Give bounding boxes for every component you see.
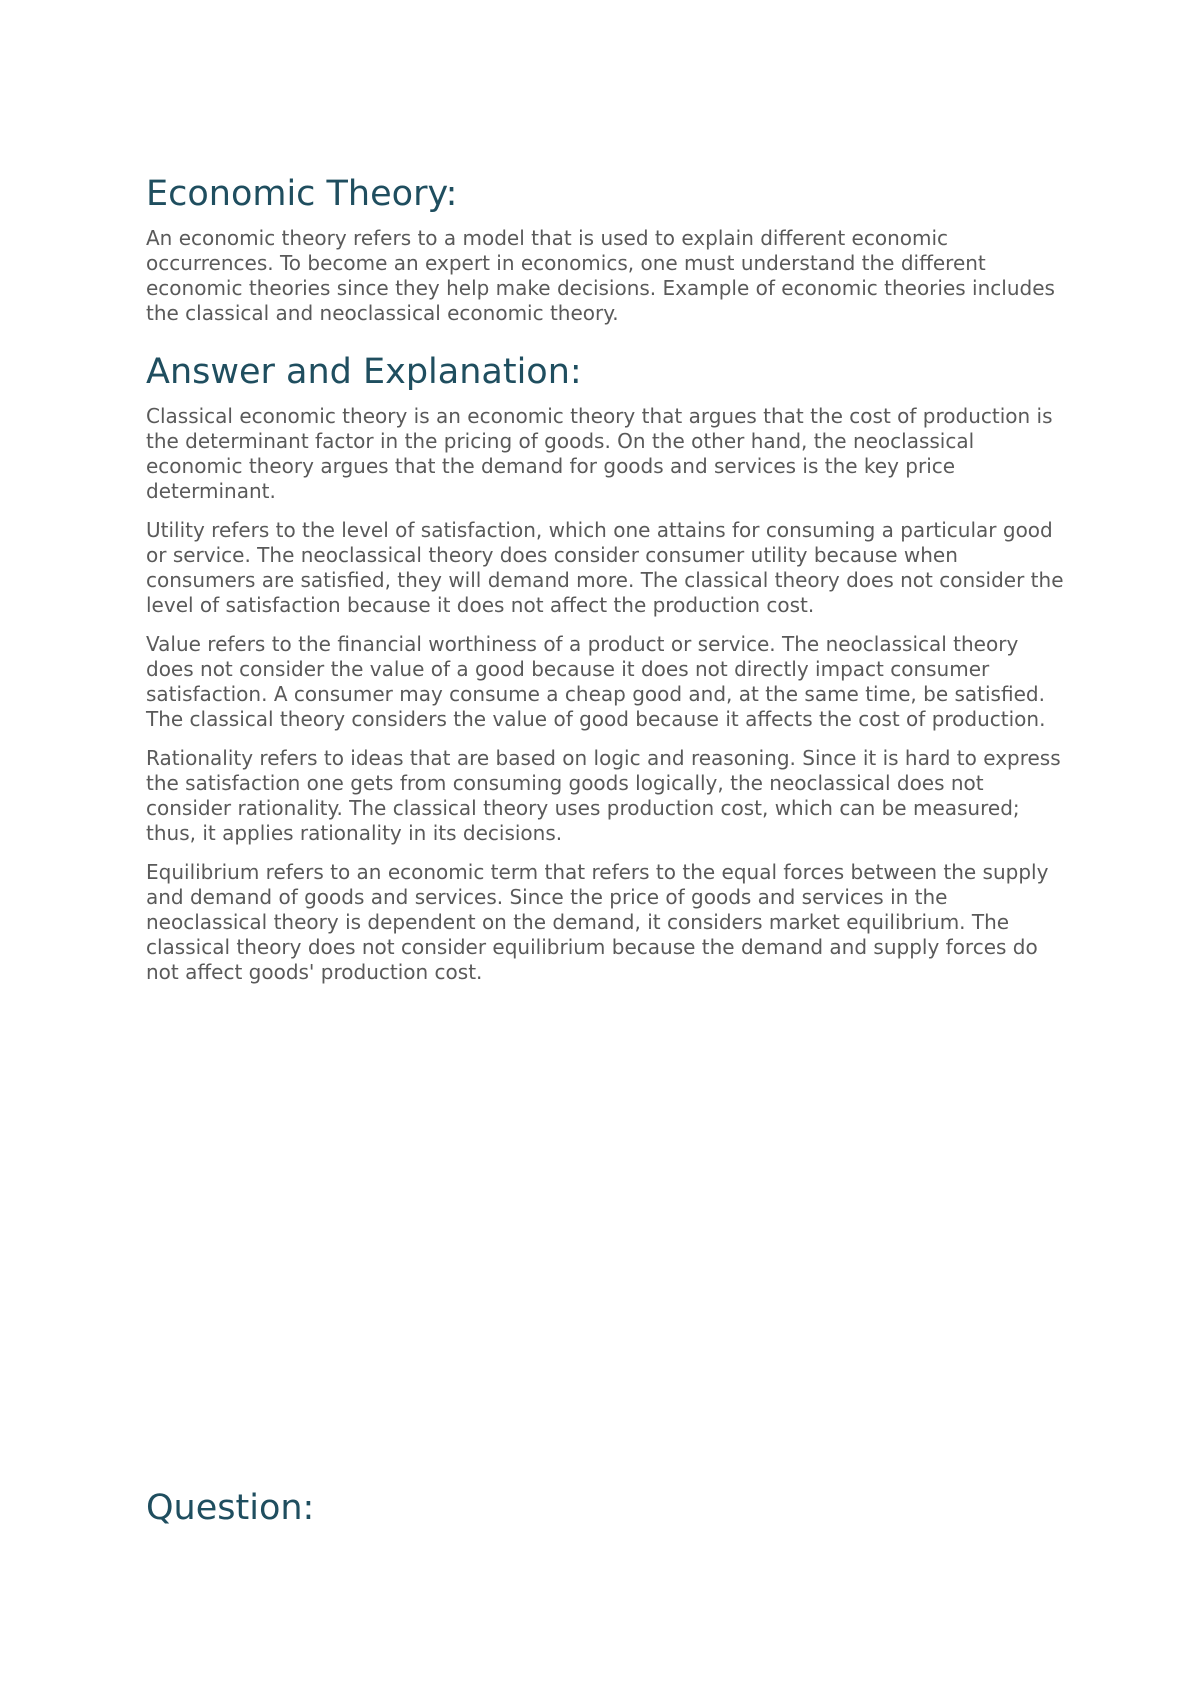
economic-theory-section: [146, 172, 1066, 326]
answer-paragraph-rationality: Rationality refers to ideas that are based on logic and reasoning. Since it is hard to express the satisfaction one gets from consuming goods logically, the neoclassical does not consider rationality. The classical theory uses production cost, which can be measured; thus, it applies rationality in its decisions.: [146, 746, 1061, 845]
answer-paragraph-classical: Classical economic theory is an economic theory that argues that the cost of production is the determinant factor in the pricing of goods. On the other hand, the neoclassical economic theory argues that the demand for goods and services is the key price determinant.: [146, 404, 1053, 503]
economic-theory-heading: Economic Theory:: [146, 174, 458, 214]
answer-paragraph-equilibrium: Equilibrium refers to an economic term that refers to the equal forces between the supply and demand of goods and services. Since the price of goods and services in the neoclassical theory is dependent on the demand, it considers market equilibrium. The classical theory does not consider equilibrium because the demand and supply forces do not affect goods' production cost.: [146, 860, 1049, 984]
answer-section: [146, 350, 1066, 985]
answer-paragraph-utility: Utility refers to the level of satisfaction, which one attains for consuming a particular good or service. The neoclassical theory does consider consumer utility because when consumers are satisfied, they will demand more. The classical theory does not consider the level of satisfaction because it does not affect the production cost.: [146, 518, 1064, 617]
document-content: [146, 172, 1066, 985]
answer-heading: Answer and Explanation:: [146, 352, 582, 392]
answer-paragraph-value: Value refers to the financial worthiness of a product or service. The neoclassical theory does not consider the value of a good because it does not directly impact consumer satisfaction. A consumer may consume a cheap good and, at the same time, be satisfied. The classical theory considers the value of good because it affects the cost of production.: [146, 632, 1046, 731]
question-heading: Question:: [146, 1488, 315, 1528]
economic-theory-paragraph: An economic theory refers to a model that is used to explain different economic occurrences. To become an expert in economics, one must understand the different economic theories since they help make decisions. Example of economic theories includes the classical and neoclassical economic theory.: [146, 226, 1055, 325]
